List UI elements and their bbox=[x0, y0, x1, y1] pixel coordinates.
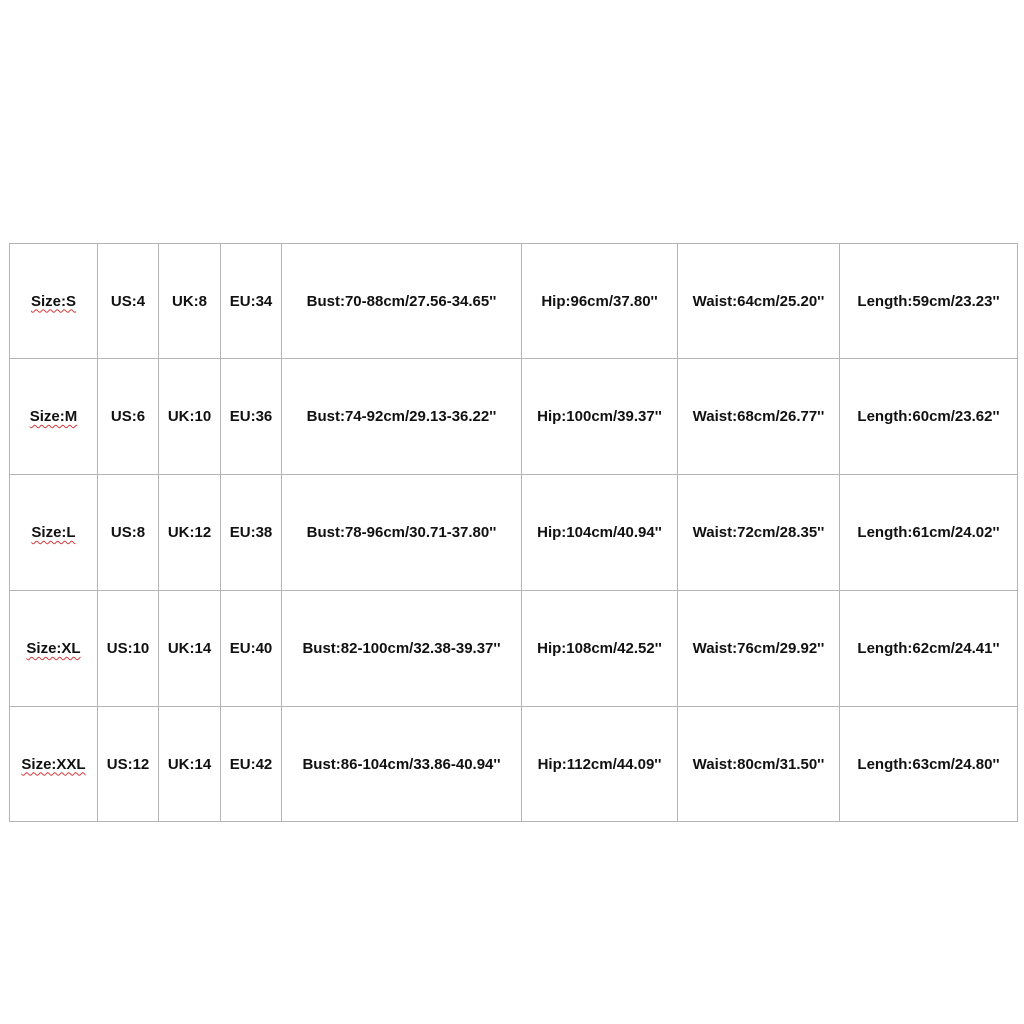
size-cell bbox=[10, 359, 98, 475]
length-cell: Length:59cm/23.23'' bbox=[840, 244, 1018, 359]
uk-size-cell: UK:14 bbox=[159, 591, 221, 707]
table-row bbox=[10, 591, 1018, 707]
size-cell bbox=[10, 475, 98, 591]
waist-cell: Waist:76cm/29.92'' bbox=[678, 591, 840, 707]
hip-cell: Hip:100cm/39.37'' bbox=[522, 359, 678, 475]
uk-size-cell: UK:12 bbox=[159, 475, 221, 591]
table-row bbox=[10, 359, 1018, 475]
eu-size-cell: EU:38 bbox=[221, 475, 282, 591]
length-cell: Length:60cm/23.62'' bbox=[840, 359, 1018, 475]
uk-size-cell: UK:8 bbox=[159, 244, 221, 359]
size-cell bbox=[10, 707, 98, 822]
waist-cell: Waist:72cm/28.35'' bbox=[678, 475, 840, 591]
uk-size-cell: UK:14 bbox=[159, 707, 221, 822]
waist-cell: Waist:80cm/31.50'' bbox=[678, 707, 840, 822]
uk-size-cell: UK:10 bbox=[159, 359, 221, 475]
us-size-cell: US:10 bbox=[98, 591, 159, 707]
length-cell: Length:63cm/24.80'' bbox=[840, 707, 1018, 822]
size-cell bbox=[10, 591, 98, 707]
eu-size-cell: EU:34 bbox=[221, 244, 282, 359]
table-row bbox=[10, 244, 1018, 359]
us-size-cell: US:6 bbox=[98, 359, 159, 475]
waist-cell: Waist:64cm/25.20'' bbox=[678, 244, 840, 359]
hip-cell: Hip:108cm/42.52'' bbox=[522, 591, 678, 707]
hip-cell: Hip:96cm/37.80'' bbox=[522, 244, 678, 359]
bust-cell: Bust:74-92cm/29.13-36.22'' bbox=[282, 359, 522, 475]
waist-cell: Waist:68cm/26.77'' bbox=[678, 359, 840, 475]
bust-cell: Bust:70-88cm/27.56-34.65'' bbox=[282, 244, 522, 359]
size-label: Size:M bbox=[29, 408, 78, 425]
bust-cell: Bust:82-100cm/32.38-39.37'' bbox=[282, 591, 522, 707]
us-size-cell: US:8 bbox=[98, 475, 159, 591]
size-chart-table bbox=[9, 243, 1018, 822]
size-cell bbox=[10, 244, 98, 359]
eu-size-cell: EU:42 bbox=[221, 707, 282, 822]
size-label: Size:XXL bbox=[21, 755, 86, 773]
us-size-cell: US:4 bbox=[98, 244, 159, 359]
hip-cell: Hip:104cm/40.94'' bbox=[522, 475, 678, 591]
size-label: Size:S bbox=[30, 292, 76, 310]
length-cell: Length:62cm/24.41'' bbox=[840, 591, 1018, 707]
table-row bbox=[10, 475, 1018, 591]
table-row bbox=[10, 707, 1018, 822]
eu-size-cell: EU:36 bbox=[221, 359, 282, 475]
size-label: Size:L bbox=[31, 524, 76, 541]
length-cell: Length:61cm/24.02'' bbox=[840, 475, 1018, 591]
eu-size-cell: EU:40 bbox=[221, 591, 282, 707]
hip-cell: Hip:112cm/44.09'' bbox=[522, 707, 678, 822]
bust-cell: Bust:86-104cm/33.86-40.94'' bbox=[282, 707, 522, 822]
us-size-cell: US:12 bbox=[98, 707, 159, 822]
size-label: Size:XL bbox=[26, 640, 81, 657]
bust-cell: Bust:78-96cm/30.71-37.80'' bbox=[282, 475, 522, 591]
